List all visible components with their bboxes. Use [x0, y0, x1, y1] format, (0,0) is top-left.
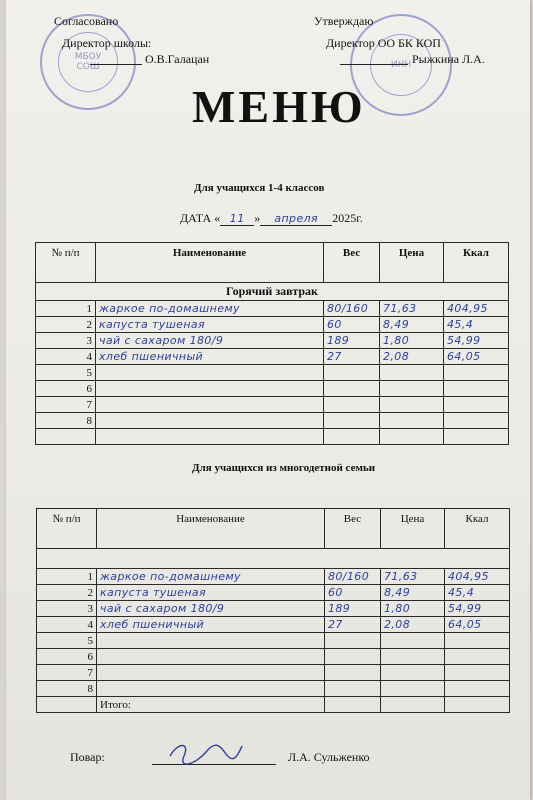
dish-weight: 60 — [325, 585, 381, 601]
table-row — [37, 585, 510, 601]
col-header-weight: Вес — [325, 509, 381, 549]
date-suffix: 2025г. — [332, 211, 363, 225]
table-row — [36, 317, 509, 333]
dish-price — [380, 365, 444, 381]
dish-weight: 27 — [324, 349, 380, 365]
signature-line-left — [90, 64, 142, 65]
row-number: 2 — [36, 317, 96, 333]
table-row — [37, 633, 510, 649]
row-number: 1 — [36, 301, 96, 317]
row-number: 6 — [37, 649, 97, 665]
dish-kcal — [445, 665, 510, 681]
group-row — [36, 283, 509, 301]
dish-kcal: 54,99 — [444, 333, 509, 349]
row-number: 4 — [37, 617, 97, 633]
dish-name — [97, 633, 325, 649]
dish-name — [96, 413, 324, 429]
col-header-weight: Вес — [324, 243, 380, 283]
total-label: Итого: — [97, 697, 325, 713]
dish-weight — [325, 681, 381, 697]
row-number: 5 — [37, 633, 97, 649]
table-row — [37, 569, 510, 585]
dish-name — [96, 365, 324, 381]
table-row — [37, 665, 510, 681]
dish-kcal: 45,4 — [445, 585, 510, 601]
dish-weight — [324, 413, 380, 429]
col-header-name: Наименование — [97, 509, 325, 549]
date-line — [180, 211, 363, 226]
dish-kcal — [445, 681, 510, 697]
dish-weight: 27 — [325, 617, 381, 633]
dish-price — [381, 649, 445, 665]
row-number: 6 — [36, 381, 96, 397]
date-prefix: ДАТА « — [180, 211, 221, 225]
table-row — [36, 413, 509, 429]
dish-price: 1,80 — [381, 601, 445, 617]
dish-name: хлеб пшеничный — [96, 349, 324, 365]
school-stamp-text: МБОУ СОШ — [74, 52, 102, 72]
dish-name: жаркое по-домашнему — [96, 301, 324, 317]
dish-price: 1,80 — [380, 333, 444, 349]
group-label: Горячий завтрак — [36, 283, 509, 301]
row-number: 3 — [37, 601, 97, 617]
col-header-number: № п/п — [36, 243, 96, 283]
date-mid: » — [254, 211, 261, 225]
col-header-price: Цена — [381, 509, 445, 549]
table-row — [36, 365, 509, 381]
document-page — [6, 0, 530, 800]
dish-price — [381, 633, 445, 649]
dish-price — [381, 681, 445, 697]
dish-weight: 60 — [324, 317, 380, 333]
dish-weight — [325, 633, 381, 649]
dish-weight: 189 — [324, 333, 380, 349]
dish-kcal: 54,99 — [445, 601, 510, 617]
dish-kcal — [444, 381, 509, 397]
dish-kcal: 64,05 — [444, 349, 509, 365]
row-number: 8 — [36, 413, 96, 429]
row-number: 7 — [36, 397, 96, 413]
dish-kcal: 64,05 — [445, 617, 510, 633]
approval-right-name: Рыжкина Л.А. — [412, 52, 485, 66]
row-number: 2 — [37, 585, 97, 601]
table-row — [36, 397, 509, 413]
dish-kcal: 404,95 — [444, 301, 509, 317]
dish-weight — [325, 665, 381, 681]
row-number: 1 — [37, 569, 97, 585]
dish-name — [97, 665, 325, 681]
row-number: 8 — [37, 681, 97, 697]
dish-price — [380, 381, 444, 397]
col-header-kcal: Ккал — [444, 243, 509, 283]
cook-name: Л.А. Сульженко — [288, 750, 370, 764]
dish-name: чай с сахаром 180/9 — [96, 333, 324, 349]
table-header-row — [36, 243, 509, 283]
dish-name: чай с сахаром 180/9 — [97, 601, 325, 617]
dish-kcal: 45,4 — [444, 317, 509, 333]
total-row — [37, 697, 510, 713]
director-stamp-text: ИНН — [390, 60, 412, 70]
dish-price: 2,08 — [380, 349, 444, 365]
col-header-name: Наименование — [96, 243, 324, 283]
table-row — [36, 333, 509, 349]
approval-right-title: Утверждаю — [314, 14, 374, 28]
table-row-blank — [36, 429, 509, 445]
col-header-price: Цена — [380, 243, 444, 283]
row-number: 7 — [37, 665, 97, 681]
dish-price: 8,49 — [380, 317, 444, 333]
approval-left-role: Директор школы: — [62, 36, 152, 50]
spacer-row — [37, 549, 510, 569]
menu-table-1 — [35, 242, 509, 445]
dish-weight: 80/160 — [325, 569, 381, 585]
dish-price — [380, 413, 444, 429]
signature-line-right — [340, 64, 408, 65]
date-day: 11 — [220, 212, 254, 226]
table-row — [37, 617, 510, 633]
menu-table-2 — [36, 508, 510, 713]
approval-left-name: О.В.Галацан — [145, 52, 210, 66]
dish-price: 71,63 — [380, 301, 444, 317]
row-number: 4 — [36, 349, 96, 365]
table-row — [36, 381, 509, 397]
col-header-number: № п/п — [37, 509, 97, 549]
col-header-kcal: Ккал — [445, 509, 510, 549]
dish-name — [97, 649, 325, 665]
dish-weight: 80/160 — [324, 301, 380, 317]
dish-weight — [324, 381, 380, 397]
dish-price — [381, 665, 445, 681]
dish-price: 71,63 — [381, 569, 445, 585]
dish-name — [96, 381, 324, 397]
table-row — [37, 601, 510, 617]
dish-weight — [324, 397, 380, 413]
dish-weight — [324, 365, 380, 381]
table-row — [36, 349, 509, 365]
dish-kcal — [445, 649, 510, 665]
dish-kcal: 404,95 — [445, 569, 510, 585]
dish-price — [380, 397, 444, 413]
dish-name — [97, 681, 325, 697]
dish-kcal — [444, 413, 509, 429]
table-row — [36, 301, 509, 317]
approval-left-title: Согласовано — [54, 14, 119, 28]
table-row — [37, 681, 510, 697]
page-title: МЕНЮ — [192, 81, 366, 132]
dish-kcal — [445, 633, 510, 649]
dish-name: капуста тушеная — [97, 585, 325, 601]
dish-kcal — [444, 397, 509, 413]
section1-heading: Для учащихся 1-4 классов — [194, 182, 325, 194]
dish-weight: 189 — [325, 601, 381, 617]
dish-price: 8,49 — [381, 585, 445, 601]
dish-weight — [325, 649, 381, 665]
row-number: 5 — [36, 365, 96, 381]
approval-right-role: Директор ОО БК КОП — [326, 36, 441, 50]
table-header-row — [37, 509, 510, 549]
dish-name: капуста тушеная — [96, 317, 324, 333]
cook-signature — [166, 738, 246, 768]
date-month: апреля — [260, 212, 332, 226]
dish-kcal — [444, 365, 509, 381]
row-number: 3 — [36, 333, 96, 349]
dish-price: 2,08 — [381, 617, 445, 633]
cook-label: Повар: — [70, 750, 105, 764]
dish-name — [96, 397, 324, 413]
dish-name: хлеб пшеничный — [97, 617, 325, 633]
table-row — [37, 649, 510, 665]
section2-heading: Для учащихся из многодетной семьи — [192, 462, 376, 474]
dish-name: жаркое по-домашнему — [97, 569, 325, 585]
